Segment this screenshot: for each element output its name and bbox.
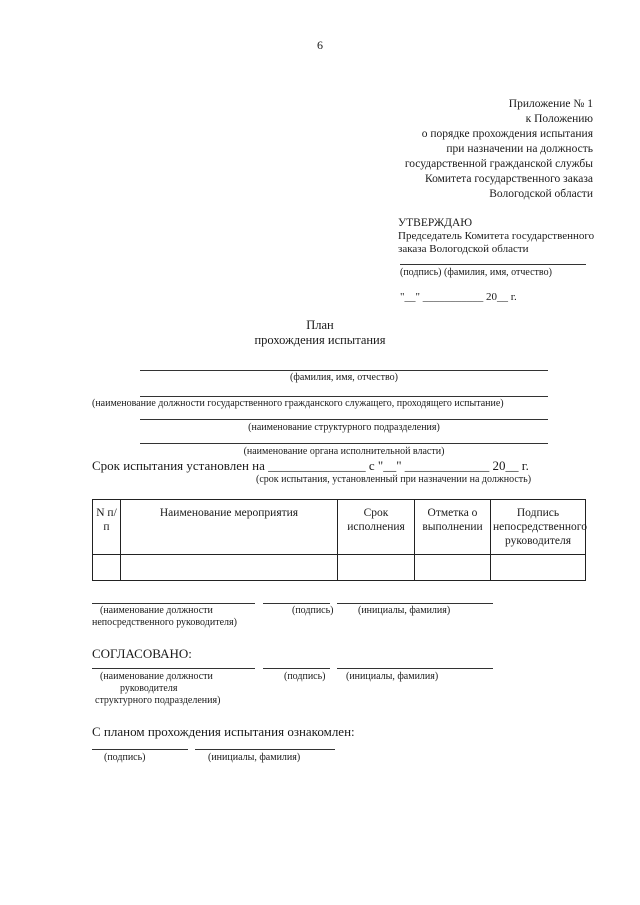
approve-position-line: заказа Вологодской области	[398, 243, 529, 255]
approve-signature-caption: (подпись) (фамилия, имя, отчество)	[400, 267, 552, 278]
fio-caption: (фамилия, имя, отчество)	[290, 372, 398, 383]
position-caption: (наименование должности государственного гражданского служащего, проходящего испытание)	[92, 398, 504, 409]
column-header-completion-mark: Отметка о выполнении	[415, 500, 491, 555]
position-line	[140, 396, 548, 397]
approve-position-line: Председатель Комитета государственного	[398, 230, 595, 242]
agreed-signature-caption: (подпись)	[284, 671, 326, 682]
acquainted-name-caption: (инициалы, фамилия)	[208, 752, 301, 763]
acquainted-signature-caption: (подпись)	[104, 752, 146, 763]
document-subtitle: прохождения испытания	[254, 333, 386, 347]
manager-signature-line	[263, 603, 330, 604]
document-title: План	[306, 318, 334, 332]
column-header-number: N п/п	[93, 500, 121, 555]
approve-date: "__" ___________ 20__ г.	[400, 291, 517, 303]
table-cell	[491, 555, 586, 581]
agreed-heading: СОГЛАСОВАНО:	[92, 646, 192, 661]
agreed-signature-line	[263, 668, 330, 669]
column-header-activity: Наименование мероприятия	[121, 500, 338, 555]
table-cell	[415, 555, 491, 581]
agreed-position-caption: структурного подразделения)	[95, 695, 221, 706]
agreed-position-line	[92, 668, 255, 669]
appendix-line: Комитета государственного заказа	[424, 173, 593, 185]
agreed-name-caption: (инициалы, фамилия)	[346, 671, 439, 682]
manager-signature-caption: (подпись)	[292, 605, 334, 616]
table-header-row	[93, 500, 586, 555]
authority-line	[140, 443, 548, 444]
table-cell	[93, 555, 121, 581]
manager-name-caption: (инициалы, фамилия)	[358, 605, 451, 616]
page-number: 6	[317, 38, 323, 52]
approve-signature-line	[400, 264, 586, 265]
plan-table	[92, 499, 586, 581]
approve-position	[398, 230, 608, 256]
appendix-line: при назначении на должность	[446, 143, 593, 155]
appendix-line: Вологодской области	[489, 188, 593, 200]
fio-line	[140, 370, 548, 371]
table-row	[93, 555, 586, 581]
acquainted-text: С планом прохождения испытания ознакомлен:	[92, 724, 355, 739]
agreed-position-caption: (наименование должности	[100, 671, 213, 682]
manager-position-line	[92, 603, 255, 604]
department-caption: (наименование структурного подразделения)	[248, 422, 440, 433]
acquainted-name-line	[195, 749, 335, 750]
manager-name-line	[337, 603, 493, 604]
department-line	[140, 419, 548, 420]
table-cell	[121, 555, 338, 581]
authority-caption: (наименование органа исполнительной власти)	[243, 446, 445, 457]
manager-position-caption: непосредственного руководителя)	[92, 617, 237, 628]
column-header-manager-signature: Подпись непосредственного руководителя	[491, 500, 586, 555]
acquainted-signature-line	[92, 749, 188, 750]
approve-heading: УТВЕРЖДАЮ	[398, 217, 473, 229]
appendix-line: государственной гражданской службы	[404, 158, 593, 170]
appendix-line: Приложение № 1	[508, 98, 593, 110]
appendix-line: о порядке прохождения испытания	[421, 128, 593, 140]
agreed-position-caption: руководителя	[120, 683, 178, 694]
probation-period-text: Срок испытания установлен на _______________ с "__" _____________ 20__ г.	[92, 458, 529, 473]
manager-position-caption: (наименование должности	[100, 605, 213, 616]
agreed-name-line	[337, 668, 493, 669]
appendix-line: к Положению	[525, 113, 593, 125]
probation-period-caption: (срок испытания, установленный при назначении на должность)	[256, 474, 532, 485]
column-header-deadline: Срок исполнения	[338, 500, 415, 555]
table-cell	[338, 555, 415, 581]
appendix-block	[340, 97, 593, 202]
